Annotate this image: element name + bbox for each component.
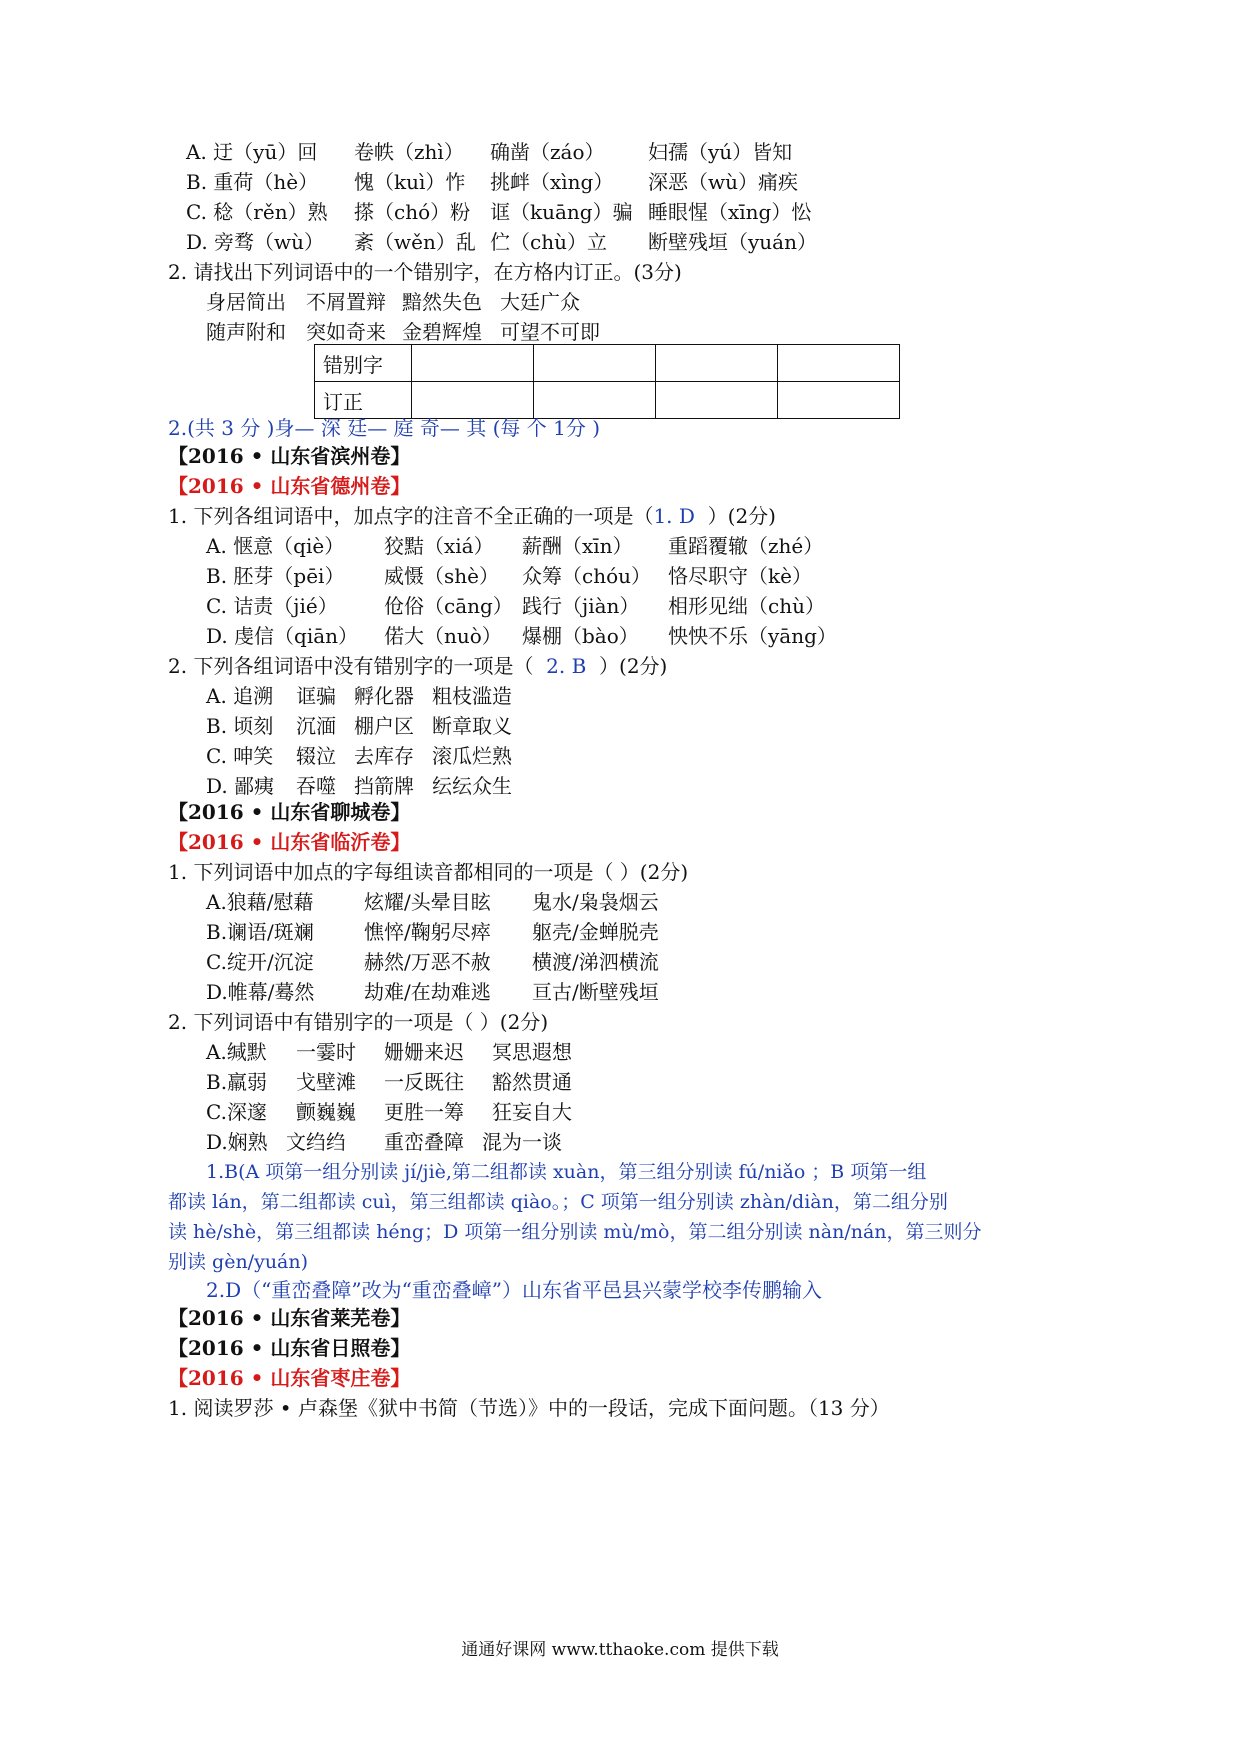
option-cell: 恪尽职守（kè）: [668, 564, 812, 588]
dz-q1-title: [168, 502, 776, 530]
option-cell: C. 稔（rěn）熟: [186, 200, 328, 224]
word: 金碧辉煌: [402, 320, 482, 344]
ly-answer-2: 2.D（“重峦叠障”改为“重峦叠嶂”）山东省平邑县兴蒙学校李传鹏输入: [206, 1278, 823, 1302]
option-cell: 紊（wěn）乱: [354, 230, 476, 254]
option-cell: B.羸弱: [206, 1070, 268, 1094]
option-cell: B. 胚芽（pēi）: [206, 564, 345, 588]
answer-cell[interactable]: [656, 345, 778, 382]
answer-cell[interactable]: [412, 345, 534, 382]
option-cell: 薪酬（xīn）: [522, 534, 633, 558]
option-cell: 愧（kuì）怍: [354, 170, 466, 194]
table-row: [315, 345, 900, 382]
option-cell: A. 迂（yū）回: [186, 140, 318, 164]
word: 不屑置辩: [306, 290, 386, 314]
option-cell: B. 顷刻: [206, 714, 274, 738]
answer-text: 1. D: [653, 504, 695, 528]
question-text: ）(2分): [707, 504, 776, 528]
option-cell: 深恶（wù）痛疾: [648, 170, 798, 194]
option-cell: 沉湎: [296, 714, 336, 738]
option-cell: 憔悴/鞠躬尽瘁: [364, 920, 491, 944]
word: 随声附和: [206, 320, 286, 344]
section-dezhou: 【2016 • 山东省德州卷】: [168, 474, 411, 498]
option-cell: 爆棚（bào）: [522, 624, 639, 648]
option-cell: C.深邃: [206, 1100, 267, 1124]
option-cell: 相形见绌（chù）: [668, 594, 825, 618]
option-cell: 睡眼惺（xīng）忪: [648, 200, 812, 224]
section-laiwu: 【2016 • 山东省莱芜卷】: [168, 1306, 411, 1330]
option-cell: D. 鄙痍: [206, 774, 275, 798]
option-cell: 一霎时: [296, 1040, 356, 1064]
table-header-correction: 订正: [315, 382, 412, 419]
table-row: [315, 382, 900, 419]
question-text: 1. 下列各组词语中，加点字的注音不全正确的一项是（: [168, 504, 654, 528]
option-cell: D.娴熟: [206, 1130, 268, 1154]
option-cell: 辍泣: [296, 744, 336, 768]
option-cell: 搽（chó）粉: [354, 200, 471, 224]
option-cell: B. 重荷（hè）: [186, 170, 319, 194]
option-cell: 去库存: [354, 744, 414, 768]
table-header-wrong-char: 错别字: [315, 345, 412, 382]
section-zaozhuang: 【2016 • 山东省枣庄卷】: [168, 1366, 411, 1390]
answer-cell[interactable]: [534, 345, 656, 382]
answer-cell[interactable]: [778, 345, 900, 382]
option-cell: D.帷幕/蓦然: [206, 980, 315, 1004]
section-linyi: 【2016 • 山东省临沂卷】: [168, 830, 411, 854]
ly-q2-title: 2. 下列词语中有错别字的一项是（ ）(2分): [168, 1010, 549, 1034]
ly-answer-line-2: 都读 lán，第二组都读 cuì，第三组都读 qiào。；C 项第一组分别读 zhàn/diàn，第二组分别: [168, 1191, 948, 1213]
zz-q1: 1. 阅读罗莎 • 卢森堡《狱中书简（节选）》中的一段话，完成下面问题。（13 分）: [168, 1396, 890, 1420]
option-cell: A. 惬意（qiè）: [206, 534, 345, 558]
option-cell: 炫耀/头晕目眩: [364, 890, 491, 914]
option-cell: 赫然/万恶不赦: [364, 950, 491, 974]
word: 大廷广众: [500, 290, 580, 314]
ly-answer-line-1: 1.B(A 项第一组分别读 jí/jiè,第二组都读 xuàn，第三组分别读 fú/niǎo ；B 项第一组: [206, 1161, 927, 1183]
option-cell: 吞噬: [296, 774, 336, 798]
option-cell: D. 旁骛（wù）: [186, 230, 325, 254]
option-cell: 孵化器: [354, 684, 414, 708]
question-text: ）(2分): [599, 654, 668, 678]
option-cell: 劫难/在劫难逃: [364, 980, 491, 1004]
answer-cell[interactable]: [412, 382, 534, 419]
option-cell: 颤巍巍: [296, 1100, 356, 1124]
option-cell: A. 追溯: [206, 684, 274, 708]
page-footer: 通通好课网 www.tthaoke.com 提供下载: [461, 1640, 779, 1660]
ly-q1-title: 1. 下列词语中加点的字每组读音都相同的一项是（ ）(2分): [168, 860, 689, 884]
section-rizhao: 【2016 • 山东省日照卷】: [168, 1336, 411, 1360]
option-cell: C. 呻笑: [206, 744, 274, 768]
option-cell: 鬼水/枭袅烟云: [532, 890, 659, 914]
dz-q2-title: [168, 652, 667, 680]
option-cell: 重蹈覆辙（zhé）: [668, 534, 824, 558]
option-cell: 狡黠（xiá）: [384, 534, 494, 558]
option-cell: D. 虔信（qiān）: [206, 624, 359, 648]
option-cell: 冥思遐想: [492, 1040, 572, 1064]
option-cell: 断壁残垣（yuán）: [648, 230, 817, 254]
option-cell: 姗姗来迟: [384, 1040, 464, 1064]
option-cell: 滚瓜烂熟: [432, 744, 512, 768]
answer-cell[interactable]: [656, 382, 778, 419]
section-binzhou: 【2016 • 山东省滨州卷】: [168, 444, 411, 468]
option-cell: 伧俗（cāng）: [384, 594, 513, 618]
option-cell: C. 诘责（jié）: [206, 594, 338, 618]
option-cell: 践行（jiàn）: [522, 594, 640, 618]
option-cell: 诓（kuāng）骗: [490, 200, 633, 224]
option-cell: B.谰语/斑斓: [206, 920, 314, 944]
option-cell: 确凿（záo）: [490, 140, 605, 164]
option-cell: 一反既往: [384, 1070, 464, 1094]
question-text: 2. 下列各组词语中没有错别字的一项是（: [168, 654, 534, 678]
ly-answer-line-3: 读 hè/shè，第三组都读 héng；D 项第一组分别读 mù/mò，第二组分别读 nàn/nán，第三则分: [168, 1221, 982, 1243]
option-cell: 重峦叠障: [384, 1130, 464, 1154]
word: 可望不可即: [500, 320, 600, 344]
option-cell: 纭纭众生: [432, 774, 512, 798]
option-cell: 挡箭牌: [354, 774, 414, 798]
answer-text: 2. B: [546, 654, 587, 678]
option-cell: 众筹（chóu）: [522, 564, 652, 588]
option-cell: 亘古/断壁残垣: [532, 980, 659, 1004]
option-cell: 混为一谈: [482, 1130, 562, 1154]
section-liaocheng: 【2016 • 山东省聊城卷】: [168, 800, 411, 824]
word: 突如奇来: [306, 320, 386, 344]
word: 黯然失色: [402, 290, 482, 314]
option-cell: 伫（chù）立: [490, 230, 607, 254]
option-cell: 妇孺（yú）皆知: [648, 140, 793, 164]
option-cell: 粗枝滥造: [432, 684, 512, 708]
option-cell: 偌大（nuò）: [384, 624, 502, 648]
answer-cell[interactable]: [534, 382, 656, 419]
option-cell: 躯壳/金蝉脱壳: [532, 920, 659, 944]
option-cell: 威慑（shè）: [384, 564, 499, 588]
option-cell: 棚户区: [354, 714, 414, 738]
option-cell: 更胜一筹: [384, 1100, 464, 1124]
q2-answer: 2.(共 3 分 )身— 深 廷— 庭 奇— 其 (每 个 1分 ): [168, 416, 601, 440]
ly-answer-line-4: 别读 gèn/yuán): [168, 1251, 309, 1273]
option-cell: 卷帙（zhì）: [354, 140, 464, 164]
option-cell: A.狼藉/慰藉: [206, 890, 314, 914]
option-cell: 怏怏不乐（yāng）: [668, 624, 837, 648]
option-cell: 横渡/涕泗横流: [532, 950, 659, 974]
answer-cell[interactable]: [778, 382, 900, 419]
option-cell: A.缄默: [206, 1040, 267, 1064]
option-cell: 狂妄自大: [492, 1100, 572, 1124]
q2-title: 2. 请找出下列词语中的一个错别字，在方格内订正。(3分): [168, 260, 682, 284]
option-cell: 挑衅（xìng）: [490, 170, 614, 194]
option-cell: 豁然贯通: [492, 1070, 572, 1094]
option-cell: 诓骗: [296, 684, 336, 708]
option-cell: 文绉绉: [286, 1130, 346, 1154]
option-cell: 戈壁滩: [296, 1070, 356, 1094]
option-cell: 断章取义: [432, 714, 512, 738]
correction-table: [314, 344, 900, 419]
option-cell: C.绽开/沉淀: [206, 950, 314, 974]
word: 身居简出: [206, 290, 286, 314]
